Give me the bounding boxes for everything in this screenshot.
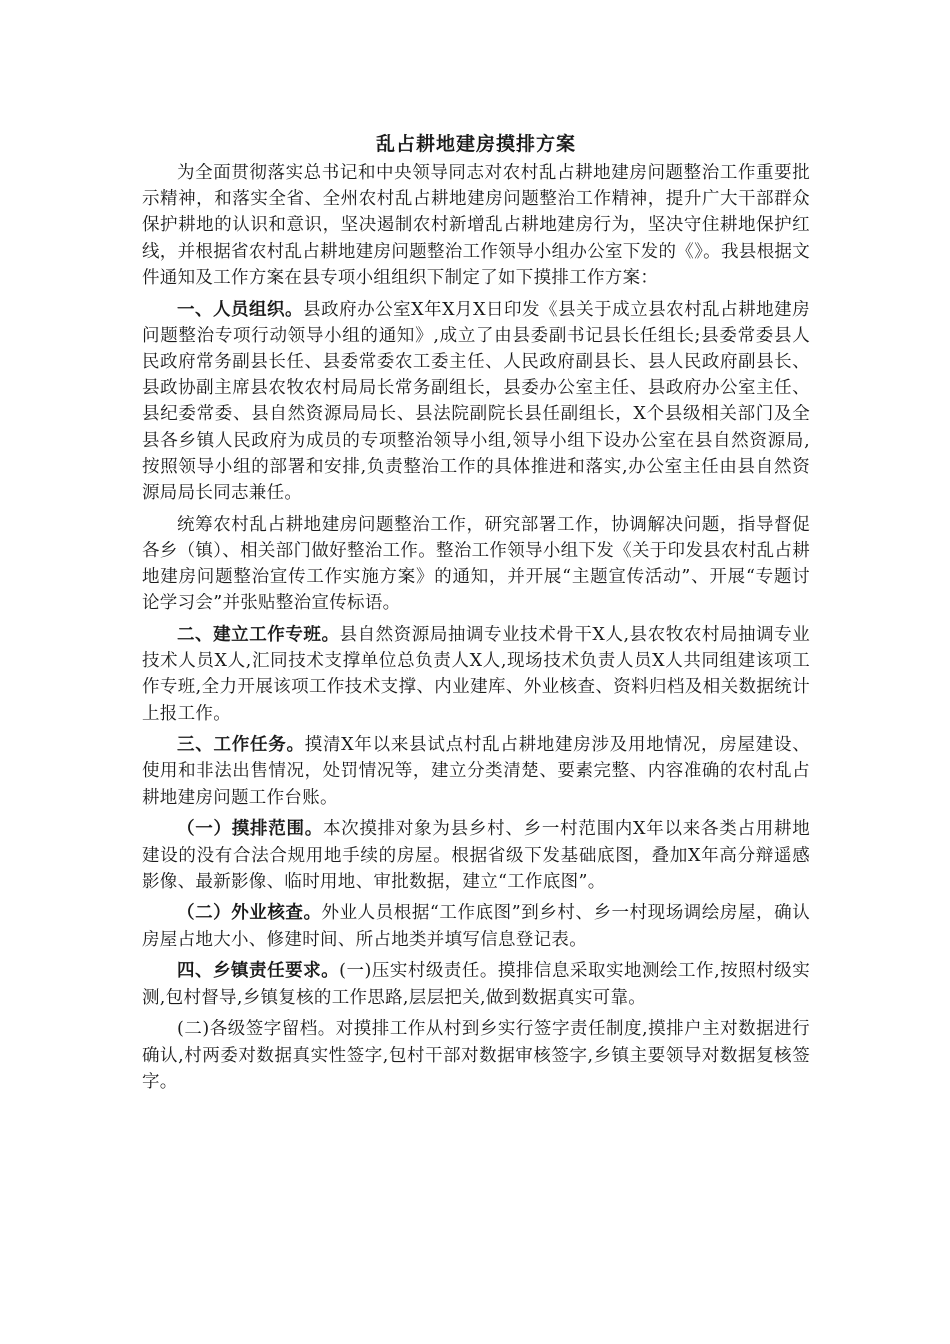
paragraph-signatures <box>142 1016 810 1095</box>
paragraph-text: (一)压实村级责任。摸排信息采取实地测绘工作,按照村级实测,包村督导,乡镇复核的工作思路,层层把关,做到数据真实可靠。 <box>142 961 810 1008</box>
section-heading: 二、建立工作专班。 <box>177 624 340 645</box>
paragraph-text: 外业人员根据“工作底图”到乡村、乡一村现场调绘房屋，确认房屋占地大小、修建时间、所占地类并填写信息登记表。 <box>142 903 810 950</box>
document-title: 乱占耕地建房摸排方案 <box>375 133 576 155</box>
paragraph-text: 县政府办公室X年X月X日印发《县关于成立县农村乱占耕地建房问题整治专项行动领导小组的通知》,成立了由县委副书记县长任组长;县委常委县人民政府常务副县长任、县委常委农工委主任、人民政府副县长、县人民政府副县长、县政协副主席县农牧农村局局长常务副组长，县委办公室主任、县政府办公室主任、县纪委常委、县自然资源局局长、县法院副院长县任副组长，X个县级相关部门及全县各乡镇人民政府为成员的专项整治领导小组,领导小组下设办公室在县自然资源局,按照领导小组的部署和安排,负责整治工作的具体推进和落实,办公室主任由县自然资源局局长同志兼任。 <box>142 299 810 503</box>
paragraph-field-check <box>142 900 810 952</box>
section-heading: 三、工作任务。 <box>177 735 305 756</box>
paragraph-tasks <box>142 732 810 811</box>
paragraph-scope <box>142 816 810 895</box>
paragraph-text: 本次摸排对象为县乡村、乡一村范围内X年以来各类占用耕地建设的没有合法合规用地手续的房屋。根据省级下发基础底图，叠加X年高分辩遥感影像、最新影像、临时用地、审批数据，建立“工作底图”。 <box>142 819 810 892</box>
subsection-heading: （一）摸排范围。 <box>177 819 323 840</box>
paragraph-personnel <box>142 297 810 507</box>
subsection-heading: （二）外业核查。 <box>177 903 322 924</box>
paragraph-text: 县自然资源局抽调专业技术骨干X人,县农牧农村局抽调专业技术人员X人,汇同技术支撑单位总负责人X人,现场技术负责人员X人共同组建该项工作专班,全力开展该项工作技术支撑、内业建库、外业核查、资料归档及相关数据统计上报工作。 <box>142 624 810 724</box>
paragraph-text: 为全面贯彻落实总书记和中央领导同志对农村乱占耕地建房问题整治工作重要批示精神，和落实全省、全州农村乱占耕地建房问题整治工作精神，提升广大干部群众保护耕地的认识和意识，坚决遏制农村新增乱占耕地建房行为，坚决守住耕地保护红线，并根据省农村乱占耕地建房问题整治工作领导小组办公室下发的《》。我县根据文件通知及工作方案在县专项小组组织下制定了如下摸排工作方案： <box>142 163 810 288</box>
paragraph-text: 统筹农村乱占耕地建房问题整治工作，研究部署工作，协调解决问题，指导督促各乡（镇）、相关部门做好整治工作。整治工作领导小组下发《关于印发县农村乱占耕地建房问题整治宣传工作实施方案》的通知，并开展“主题宣传活动”、开展“专题讨论学习会”并张贴整治宣传标语。 <box>142 514 810 614</box>
paragraph-coordination <box>142 512 810 617</box>
section-heading: 一、人员组织。 <box>177 299 304 320</box>
paragraph-township-duty <box>142 958 810 1010</box>
paragraph-text: 摸清X年以来县试点村乱占耕地建房涉及用地情况，房屋建设、使用和非法出售情况，处罚情况等，建立分类清楚、要素完整、内容准确的农村乱占耕地建房问题工作台账。 <box>142 735 810 808</box>
paragraph-text: (二)各级签字留档。对摸排工作从村到乡实行签字责任制度,摸排户主对数据进行确认,村两委对数据真实性签字,包村干部对数据审核签字,乡镇主要领导对数据复核签字。 <box>142 1019 810 1092</box>
section-heading: 四、乡镇责任要求。 <box>177 961 340 982</box>
paragraph-intro <box>142 160 810 291</box>
paragraph-task-force <box>142 622 810 727</box>
document-page <box>142 128 810 1100</box>
